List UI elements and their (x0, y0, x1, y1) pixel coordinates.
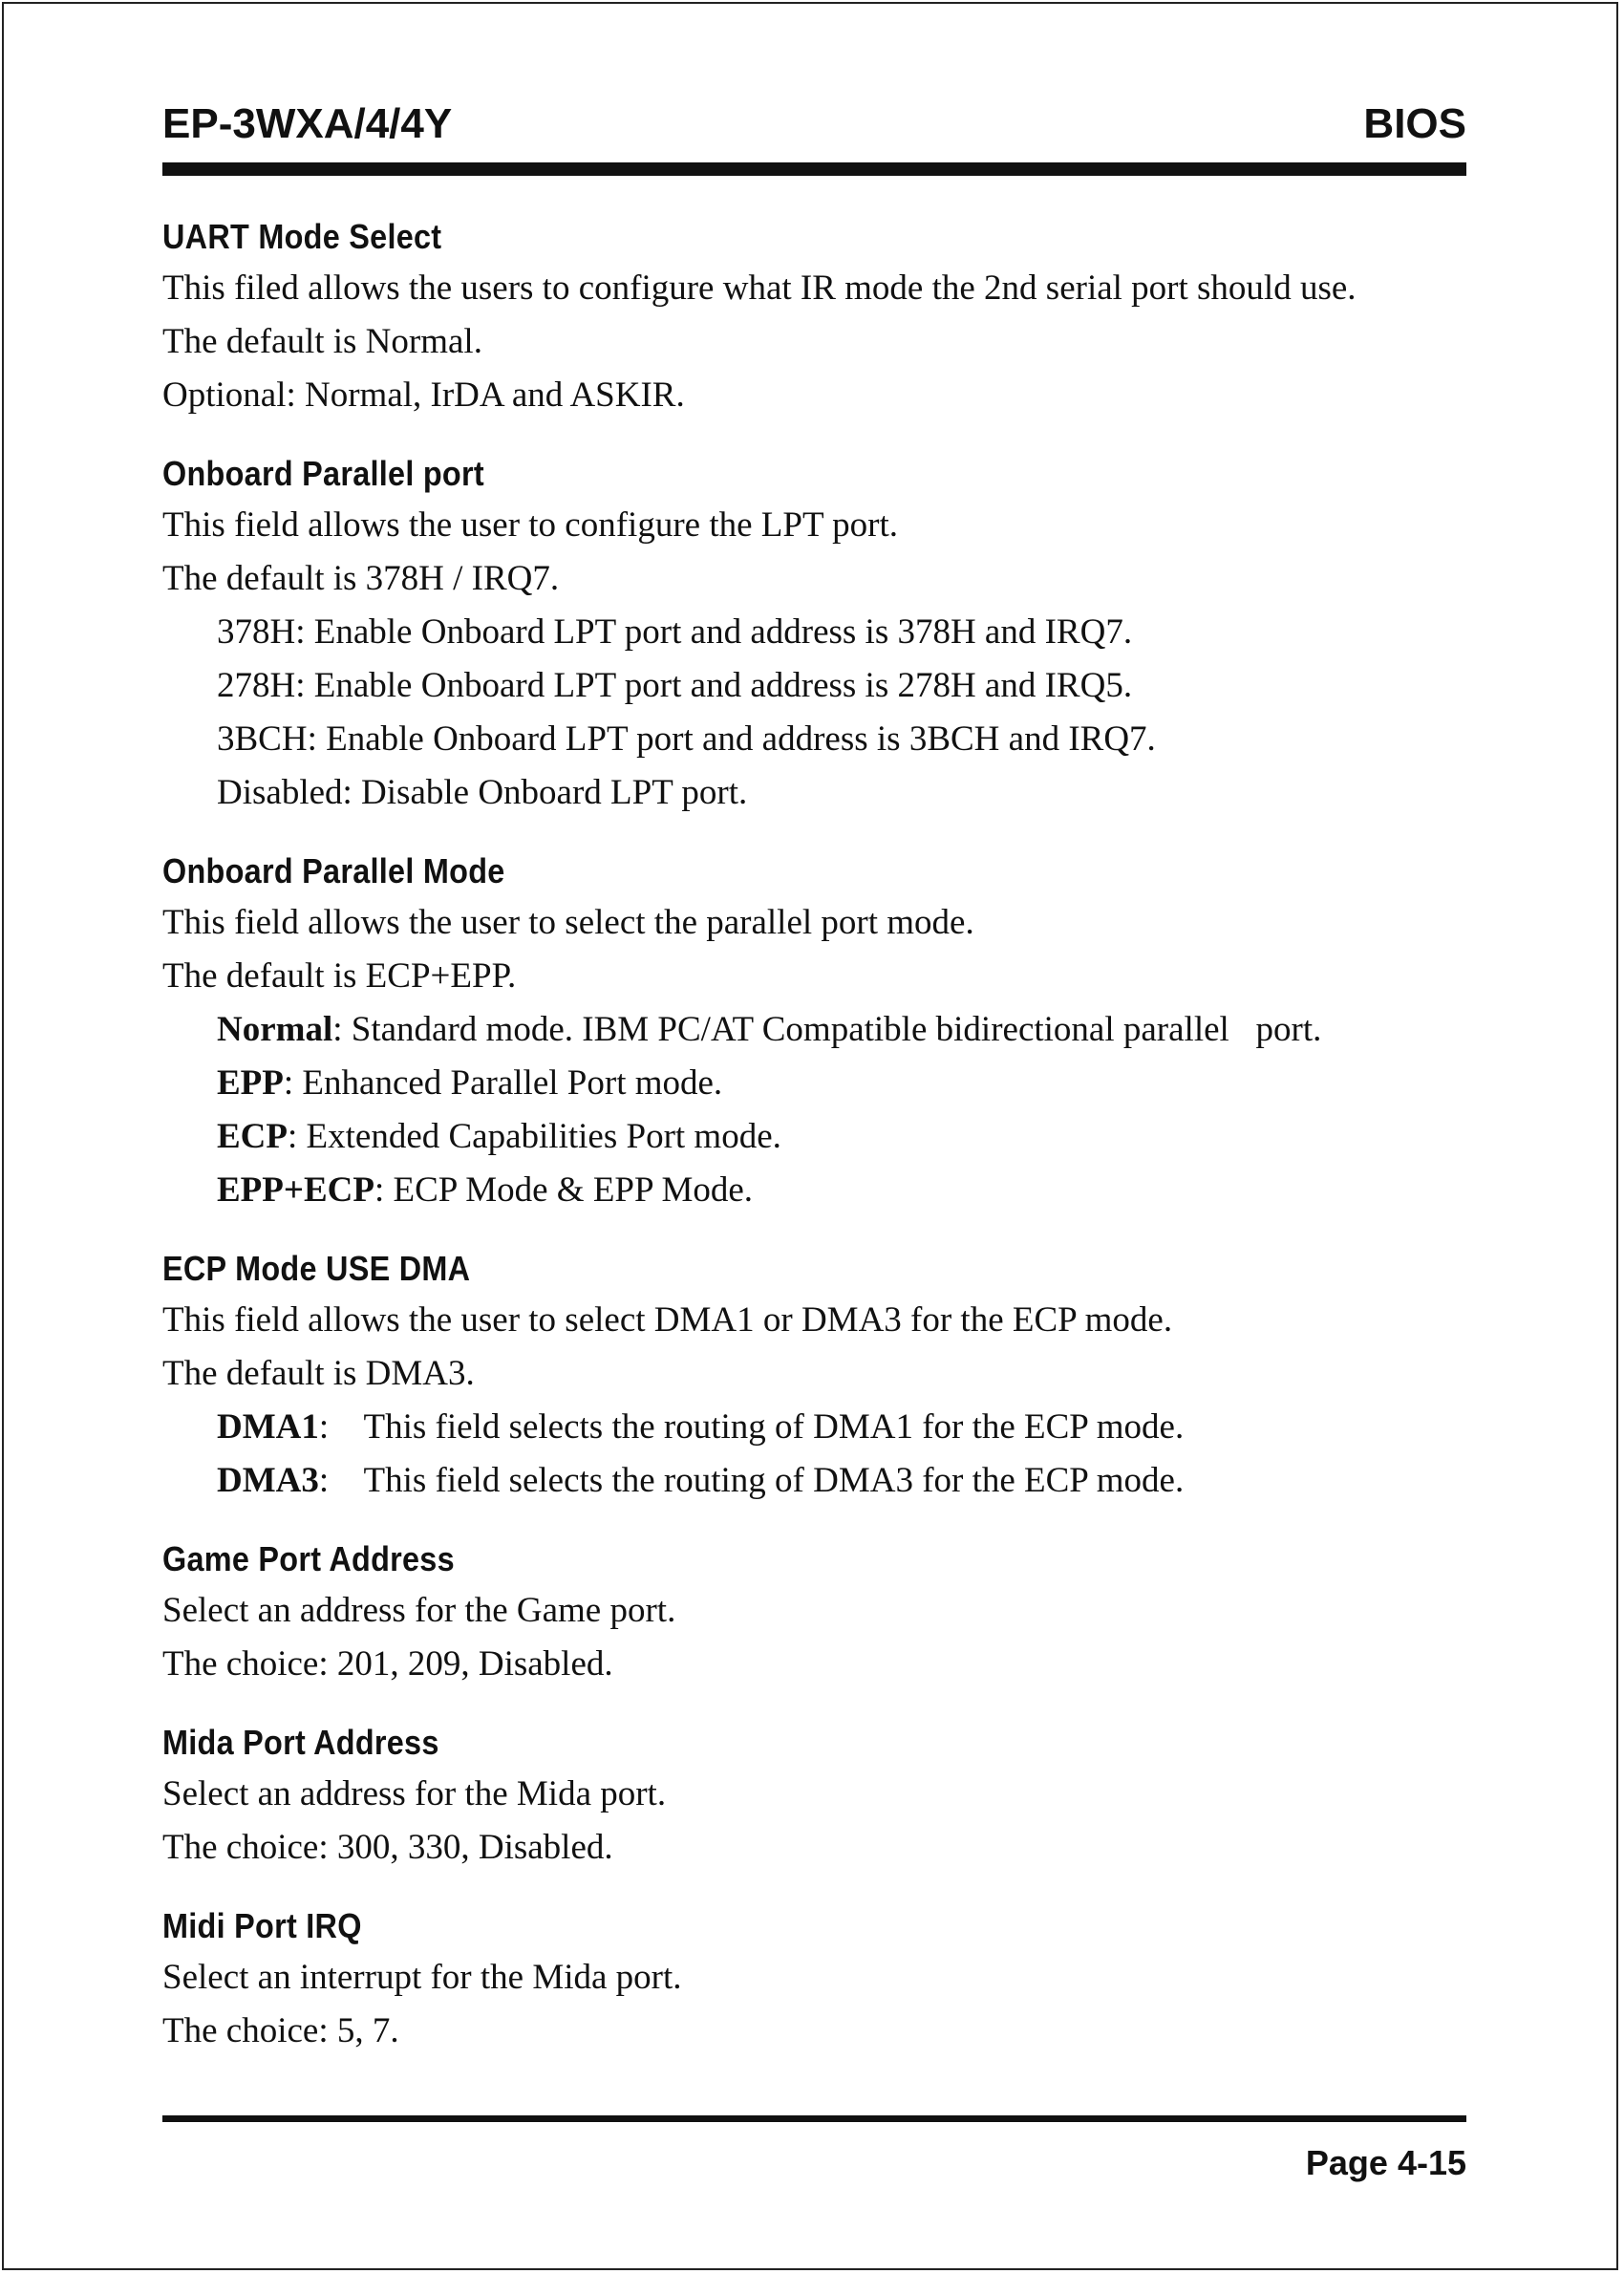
body-line (162, 950, 1500, 1003)
body-line (162, 369, 1500, 422)
header-model: EP-3WXA/4/4Y (162, 100, 453, 147)
section-heading: ECP Mode USE DMA (162, 1249, 471, 1288)
section-heading: Midi Port IRQ (162, 1906, 362, 1945)
line-text: : This field selects the routing of DMA1 for the ECP mode. (318, 1407, 1185, 1447)
line-text: The default is 378H / IRQ7. (162, 559, 560, 598)
body-line (162, 1294, 1500, 1347)
option-line (162, 1454, 1500, 1508)
line-text: 3BCH: Enable Onboard LPT port and address is 3BCH and IRQ7. (217, 719, 1156, 759)
body-line (162, 1951, 1500, 2005)
option-term: Normal (217, 1010, 333, 1049)
document-body (162, 212, 1500, 2085)
line-text: Optional: Normal, IrDA and ASKIR. (162, 375, 685, 415)
line-text: : Standard mode. IBM PC/AT Compatible bidirectional parallel port. (332, 1010, 1322, 1049)
option-line (162, 1164, 1500, 1217)
line-text: This field allows the user to select DMA1 or DMA3 for the ECP mode. (162, 1300, 1173, 1340)
body-line (162, 262, 1500, 315)
section (162, 212, 1500, 422)
section-heading: UART Mode Select (162, 217, 442, 256)
option-line (162, 1401, 1500, 1454)
line-text: Select an address for the Game port. (162, 1591, 676, 1630)
body-line (162, 1347, 1500, 1401)
body-line (162, 1768, 1500, 1821)
body-line (162, 896, 1500, 950)
section (162, 1534, 1500, 1691)
option-term: EPP (217, 1063, 284, 1103)
body-line (162, 1638, 1500, 1691)
line-text: 278H: Enable Onboard LPT port and address is 278H and IRQ5. (217, 666, 1133, 705)
line-text: This field allows the user to configure the LPT port. (162, 505, 898, 545)
option-term: DMA3 (217, 1461, 319, 1500)
line-text: : ECP Mode & EPP Mode. (374, 1170, 754, 1210)
section-heading: Game Port Address (162, 1539, 455, 1578)
line-text: : Extended Capabilities Port mode. (288, 1117, 781, 1156)
line-text: Disabled: Disable Onboard LPT port. (217, 773, 748, 812)
line-text: : This field selects the routing of DMA3 for the ECP mode. (318, 1461, 1185, 1500)
option-term: EPP+ECP (217, 1170, 374, 1210)
page-number: Page 4-15 (1305, 2143, 1466, 2182)
section (162, 1244, 1500, 1508)
line-text: Select an address for the Mida port. (162, 1774, 667, 1813)
body-line (162, 552, 1500, 606)
option-line (162, 713, 1500, 766)
line-text: The default is DMA3. (162, 1354, 475, 1393)
option-line (162, 606, 1500, 659)
line-text: This filed allows the users to configure what IR mode the 2nd serial port should use. (162, 268, 1357, 308)
option-term: DMA1 (217, 1407, 319, 1447)
line-text: The default is ECP+EPP. (162, 956, 517, 996)
line-text: Select an interrupt for the Mida port. (162, 1958, 682, 1997)
body-line (162, 1821, 1500, 1875)
option-line (162, 766, 1500, 820)
section (162, 847, 1500, 1217)
body-line (162, 1584, 1500, 1638)
option-line (162, 1003, 1500, 1057)
section (162, 1901, 1500, 2058)
section-heading: Mida Port Address (162, 1723, 439, 1762)
section (162, 449, 1500, 820)
body-line (162, 315, 1500, 369)
body-line (162, 499, 1500, 552)
line-text: The choice: 300, 330, Disabled. (162, 1828, 613, 1867)
line-text: This field allows the user to select the parallel port mode. (162, 903, 974, 942)
footer-rule (162, 2115, 1466, 2122)
body-line (162, 2005, 1500, 2058)
option-line (162, 1057, 1500, 1110)
option-line (162, 1110, 1500, 1164)
section-heading: Onboard Parallel Mode (162, 851, 505, 890)
line-text: The choice: 5, 7. (162, 2011, 399, 2050)
header-rule (162, 162, 1466, 176)
header-chapter: BIOS (1363, 100, 1466, 147)
line-text: The choice: 201, 209, Disabled. (162, 1644, 613, 1684)
line-text: The default is Normal. (162, 322, 482, 361)
line-text: 378H: Enable Onboard LPT port and address is 378H and IRQ7. (217, 612, 1133, 652)
option-line (162, 659, 1500, 713)
line-text: : Enhanced Parallel Port mode. (283, 1063, 723, 1103)
option-term: ECP (217, 1117, 288, 1156)
section (162, 1718, 1500, 1875)
section-heading: Onboard Parallel port (162, 454, 484, 493)
